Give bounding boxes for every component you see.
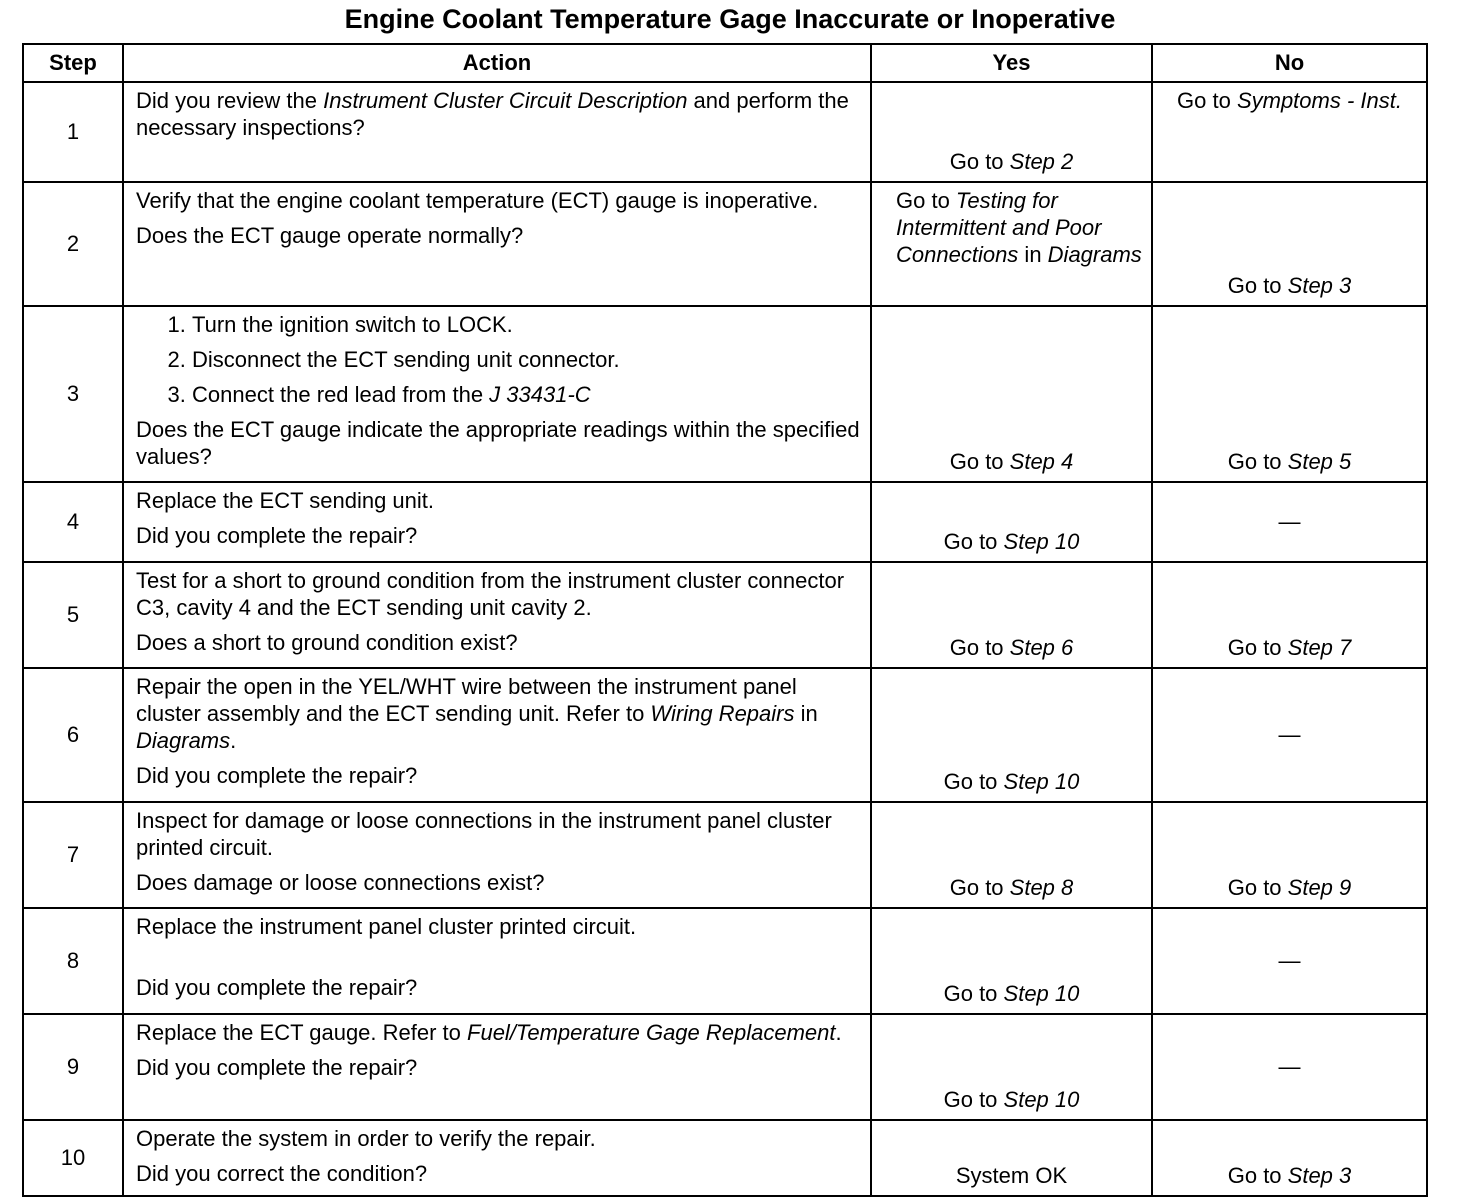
reference-text: Diagrams [1047, 242, 1142, 267]
step-reference: Step 10 [1003, 769, 1080, 794]
action-cell [123, 908, 871, 1014]
text-part: Did you review the [136, 88, 324, 113]
step-reference: Step 6 [1009, 635, 1074, 660]
action-cell [123, 668, 871, 802]
step-reference: Step 4 [1009, 449, 1074, 474]
reference-text: Fuel/Temperature Gage Replacement [467, 1020, 836, 1045]
text-part: Go to [1227, 449, 1288, 474]
list-item: 2. Disconnect the ECT sending unit connector. [192, 346, 860, 373]
text-part: . [835, 1020, 842, 1045]
step-number: 9 [23, 1014, 123, 1120]
step-reference: Step 10 [1003, 1087, 1080, 1112]
text-part: Connect the red lead from the [192, 382, 490, 407]
action-cell [123, 182, 871, 306]
header-no: No [1152, 44, 1427, 82]
step-reference: Step 8 [1009, 875, 1074, 900]
text-part: Go to [1227, 875, 1288, 900]
step-reference: Symptoms - Inst. [1236, 88, 1402, 113]
yes-cell [871, 802, 1152, 908]
yes-cell: System OK [871, 1120, 1152, 1196]
yes-cell [871, 482, 1152, 562]
yes-cell [871, 306, 1152, 482]
step-number: 1 [23, 82, 123, 182]
text-part: Go to [1227, 273, 1288, 298]
action-text: Verify that the engine coolant temperature (ECT) gauge is inoperative. [136, 188, 819, 213]
reference-text: Diagrams [136, 728, 231, 753]
table-row [23, 562, 1427, 668]
reference-text: Instrument Cluster Circuit Description [323, 88, 688, 113]
header-yes: Yes [871, 44, 1152, 82]
text-part: Go to [1227, 1163, 1288, 1188]
action-text: Inspect for damage or loose connections in the instrument panel cluster printed circuit. [136, 808, 832, 860]
yes-cell [871, 668, 1152, 802]
step-reference: Step 5 [1287, 449, 1352, 474]
step-number: 6 [23, 668, 123, 802]
text-part: Go to [943, 981, 1004, 1006]
action-cell [123, 1014, 871, 1120]
text-part: Go to [943, 1087, 1004, 1112]
table-row [23, 306, 1427, 482]
no-cell: — [1152, 1014, 1427, 1120]
list-item [192, 381, 860, 408]
action-question: Did you complete the repair? [136, 1055, 418, 1080]
action-question: Does the ECT gauge indicate the appropriate readings within the specified values? [136, 417, 860, 469]
no-cell: — [1152, 482, 1427, 562]
text-part: and perform the necessary inspections? [136, 88, 849, 140]
action-cell [123, 82, 871, 182]
table-row [23, 1120, 1427, 1196]
step-number: 5 [23, 562, 123, 668]
table-row [23, 182, 1427, 306]
action-text [136, 673, 860, 754]
header-row [23, 44, 1427, 82]
text-part: in [1018, 242, 1048, 267]
action-cell [123, 1120, 871, 1196]
step-reference: Step 10 [1003, 981, 1080, 1006]
header-action: Action [123, 44, 871, 82]
yes-cell [871, 1014, 1152, 1120]
reference-text: Wiring Repairs [650, 701, 795, 726]
action-question: Does the ECT gauge operate normally? [136, 223, 524, 248]
table-row [23, 482, 1427, 562]
no-cell: — [1152, 908, 1427, 1014]
table-row [23, 908, 1427, 1014]
no-cell [1152, 1120, 1427, 1196]
list-item: 1. Turn the ignition switch to LOCK. [192, 311, 860, 338]
text-part: Go to [949, 635, 1010, 660]
step-reference: Step 3 [1287, 1163, 1352, 1188]
action-cell [123, 306, 871, 482]
action-text: Operate the system in order to verify the repair. [136, 1126, 596, 1151]
no-cell [1152, 182, 1427, 306]
table-row [23, 802, 1427, 908]
text-part: Replace the ECT gauge. Refer to [136, 1020, 468, 1045]
text-part: . [230, 728, 237, 753]
action-question: Does damage or loose connections exist? [136, 870, 545, 895]
step-number: 10 [23, 1120, 123, 1196]
table-row [23, 82, 1427, 182]
no-cell: — [1152, 668, 1427, 802]
reference-text: Testing for Intermittent and Poor Connections [896, 188, 1102, 267]
step-number: 4 [23, 482, 123, 562]
tool-reference: J 33431-C [489, 382, 591, 407]
diagnostic-table [22, 43, 1428, 1197]
action-text [136, 1019, 860, 1046]
text-part: Go to [943, 529, 1004, 554]
step-reference: Step 9 [1287, 875, 1352, 900]
text-part: Go to [943, 769, 1004, 794]
step-number: 7 [23, 802, 123, 908]
action-text: Test for a short to ground condition from the instrument cluster connector C3, cavity 4 and the ECT sending unit cavity 2. [136, 568, 845, 620]
text-part: Go to [896, 188, 956, 213]
action-cell [123, 562, 871, 668]
no-cell [1152, 802, 1427, 908]
yes-cell [871, 562, 1152, 668]
action-text: Replace the ECT sending unit. [136, 488, 434, 513]
no-cell [1152, 306, 1427, 482]
action-text [136, 87, 860, 141]
action-question: Did you correct the condition? [136, 1161, 428, 1186]
step-number: 2 [23, 182, 123, 306]
action-question: Does a short to ground condition exist? [136, 630, 518, 655]
text-part: Go to [1177, 88, 1237, 113]
text-part: in [794, 701, 818, 726]
page-title: Engine Coolant Temperature Gage Inaccurate or Inoperative [344, 4, 1116, 34]
step-reference: Step 3 [1287, 273, 1352, 298]
step-number: 8 [23, 908, 123, 1014]
action-question: Did you complete the repair? [136, 975, 418, 1000]
step-reference: Step 7 [1287, 635, 1352, 660]
procedure-list [136, 311, 860, 408]
action-question: Did you complete the repair? [136, 763, 418, 788]
text-part: Go to [949, 875, 1010, 900]
table-row [23, 668, 1427, 802]
yes-cell [871, 182, 1152, 306]
text-part: Go to [949, 149, 1010, 174]
text-part: Repair the open in the YEL/WHT wire between the instrument panel cluster assembly and the ECT sending unit. Refer to [136, 674, 797, 726]
table-row [23, 1014, 1427, 1120]
step-reference: Step 10 [1003, 529, 1080, 554]
action-question: Did you complete the repair? [136, 523, 418, 548]
step-reference: Step 2 [1009, 149, 1074, 174]
step-number: 3 [23, 306, 123, 482]
yes-cell [871, 82, 1152, 182]
yes-cell [871, 908, 1152, 1014]
action-cell [123, 482, 871, 562]
header-step: Step [23, 44, 123, 82]
no-cell [1152, 562, 1427, 668]
action-text: Replace the instrument panel cluster printed circuit. [136, 914, 637, 939]
text-part: Go to [1227, 635, 1288, 660]
text-part: Go to [949, 449, 1010, 474]
no-cell [1152, 82, 1427, 182]
action-cell [123, 802, 871, 908]
